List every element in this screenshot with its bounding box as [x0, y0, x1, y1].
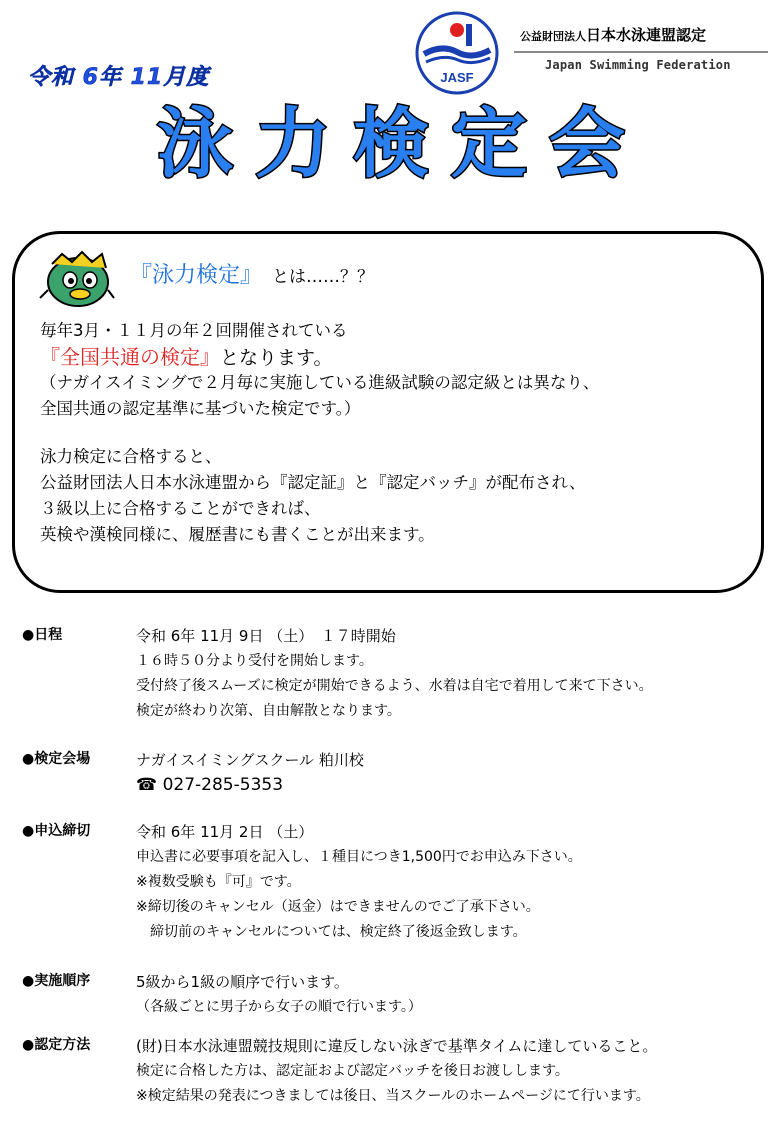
question-main: 『泳力検定』 [130, 263, 263, 288]
jasf-logo [414, 10, 500, 96]
fiscal-period: 令和 6年 11月度 [28, 65, 210, 90]
highlight-text: 『全国共通の検定』 [40, 345, 220, 369]
org-name [520, 24, 706, 45]
kappa-mascot-icon [36, 246, 116, 310]
detail-line: ※締切後のキャンセル（返金）はできませんのでご了承下さい。 [136, 899, 540, 915]
section-label: ●認定方法 [22, 1037, 91, 1053]
intro-line: 英検や漢検同様に、履歴書にも書くことが出来ます。 [40, 525, 435, 544]
detail-line: 検定が終わり次第、自由解散となります。 [136, 703, 401, 719]
venue-phone [136, 773, 762, 798]
logo-text: JASF [440, 70, 474, 85]
intro-line: ３級以上に合格することができれば、 [40, 499, 321, 518]
detail-line: 締切前のキャンセルについては、検定終了後返金致します。 [150, 924, 527, 940]
detail-line: 受付終了後スムーズに検定が開始できるよう、水着は自宅で着用して来て下さい。 [136, 678, 653, 694]
section-label: ●実施順序 [22, 973, 91, 989]
detail-line: 検定に合格した方は、認定証および認定バッチを後日お渡しします。 [136, 1063, 569, 1079]
spacer [40, 422, 750, 444]
intro-line [40, 344, 750, 370]
order-section [22, 970, 762, 1026]
phone-number: 027-285-5353 [162, 775, 284, 795]
detail-line: 5級から1級の順序で行います。 [136, 973, 349, 991]
deadline-section [22, 820, 762, 962]
venue-section [22, 748, 762, 818]
question-tail: とは……？？ [272, 267, 375, 287]
intro-text [40, 318, 750, 548]
detail-line: 令和 6年 11月 9日 （土） １７時開始 [136, 627, 396, 645]
intro-line: （ナガイスイミングで２月毎に実施している進級試験の認定級とは異なり、 [40, 373, 600, 392]
section-label: ●検定会場 [22, 751, 91, 767]
detail-line: （各級ごとに男子から女子の順で行います。） [136, 999, 422, 1015]
event-details [22, 624, 762, 1114]
intro-line-tail: となります。 [220, 347, 333, 369]
schedule-section [22, 624, 762, 734]
phone-icon: ☎ [136, 775, 158, 795]
detail-line: (財)日本水泳連盟競技規則に違反しない泳ぎで基準タイムに達していること。 [136, 1037, 658, 1055]
detail-line: 令和 6年 11月 2日 （土） [136, 823, 314, 841]
detail-line: １６時５０分より受付を開始します。 [136, 653, 373, 669]
section-label: ●日程 [22, 627, 63, 643]
intro-line: 全国共通の認定基準に基づいた検定です。） [40, 399, 361, 418]
org-certified: 日本水泳連盟認定 [586, 26, 707, 44]
org-english-name: Japan Swimming Federation [545, 58, 731, 72]
section-label: ●申込締切 [22, 823, 91, 839]
detail-line: ※検定結果の発表につきましては後日、当スクールのホームページにて行います。 [136, 1088, 650, 1104]
venue-name: ナガイスイミングスクール 粕川校 [136, 751, 364, 769]
intro-question [130, 258, 374, 289]
intro-line: 公益財団法人日本水泳連盟から『認定証』と『認定バッチ』が配布され、 [40, 473, 586, 492]
method-section [22, 1034, 762, 1114]
intro-line: 泳力検定に合格すると、 [40, 447, 222, 466]
intro-line: 毎年3月・１１月の年２回開催されている [40, 321, 348, 340]
detail-line: 申込書に必要事項を記入し、１種目につき1,500円でお申込み下さい。 [136, 849, 582, 865]
detail-line: ※複数受験も『可』です。 [136, 874, 301, 890]
org-prefix: 公益財団法人 [520, 30, 586, 43]
page-title: 泳力検定会 [157, 99, 647, 188]
header-divider [514, 51, 768, 53]
